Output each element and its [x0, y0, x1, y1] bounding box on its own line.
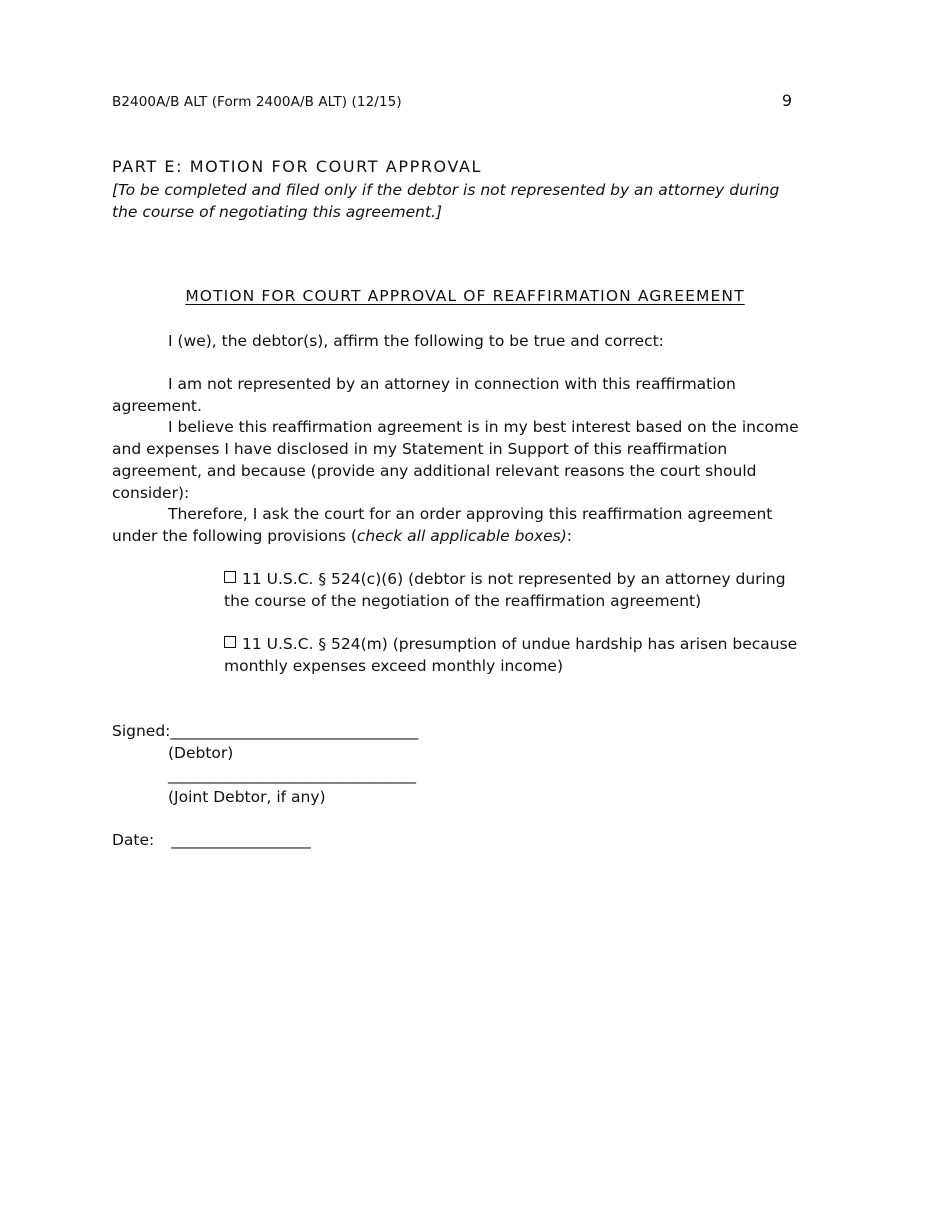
motion-title: MOTION FOR COURT APPROVAL OF REAFFIRMATION AGREEMENT	[185, 287, 745, 305]
affirmation-paragraph: I (we), the debtor(s), affirm the following to be true and correct:	[168, 332, 664, 350]
joint-debtor-label: (Joint Debtor, if any)	[168, 788, 326, 806]
provision-option-label: 11 U.S.C. § 524(c)(6) (debtor is not represented by an attorney during the course of the negotiation of the reaffirmation agreement)	[224, 570, 786, 610]
request-text: Therefore, I ask the court for an order approving this reaffirmation agreement under the following provisions (	[112, 505, 773, 545]
provision-option-524c6[interactable]	[224, 568, 804, 612]
date-field[interactable]	[112, 829, 311, 851]
date-underline: __________________	[171, 831, 311, 849]
part-instructions: [To be completed and filed only if the debtor is not represented by an attorney during the course of negotiating this agreement.]	[112, 181, 780, 221]
joint-debtor-signature-line[interactable]: ________________________________	[168, 766, 416, 784]
request-emphasis: check all applicable boxes)	[356, 527, 567, 545]
signed-label: Signed:	[112, 722, 171, 740]
date-label: Date:	[112, 831, 155, 849]
signature-underline: ________________________________	[170, 722, 419, 740]
debtor-label: (Debtor)	[168, 744, 234, 762]
debtor-signature-line[interactable]	[112, 720, 418, 742]
page-number: 9	[781, 91, 792, 110]
checkbox-icon[interactable]	[224, 636, 236, 648]
request-paragraph	[112, 503, 802, 547]
request-end: :	[566, 527, 573, 545]
provision-option-label: 11 U.S.C. § 524(m) (presumption of undue hardship has arisen because monthly expenses exceed monthly income)	[224, 635, 798, 675]
no-attorney-paragraph: I am not represented by an attorney in connection with this reaffirmation agreement.	[112, 375, 736, 415]
part-title: PART E: MOTION FOR COURT APPROVAL	[112, 157, 483, 176]
document-page	[112, 0, 798, 1230]
provision-option-524m[interactable]	[224, 633, 804, 677]
checkbox-icon[interactable]	[224, 571, 236, 583]
form-identifier: B2400A/B ALT (Form 2400A/B ALT) (12/15)	[112, 94, 402, 110]
best-interest-paragraph: I believe this reaffirmation agreement is in my best interest based on the income and expenses I have disclosed in my Statement in Support of this reaffirmation agreement, and because (provide any additional relevant reasons the court should consider):	[112, 418, 799, 502]
